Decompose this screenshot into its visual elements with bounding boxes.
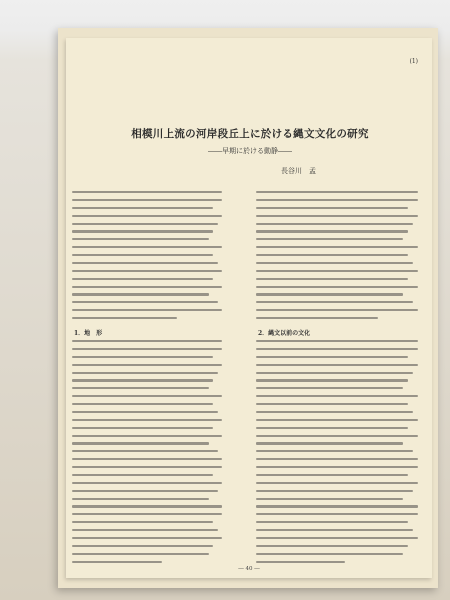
right-column-body-2 [256,340,418,568]
author-name: 長谷川 孟 [281,167,316,175]
section-heading-1: 1．地 形 [74,330,103,337]
left-column-body-1 [72,191,222,325]
document-subtitle: ――早期に於ける動静―― [208,147,292,155]
document-title: 相模川上流の河岸段丘上に於ける縄文文化の研究 [131,128,369,140]
left-column-body-2 [72,340,222,568]
section-heading-2: 2．縄文以前の文化 [258,330,311,337]
page-footer: ― 40 ― [238,566,260,572]
page-number: (1) [409,58,418,65]
right-column-body-1 [256,191,418,325]
document-page [66,38,432,578]
